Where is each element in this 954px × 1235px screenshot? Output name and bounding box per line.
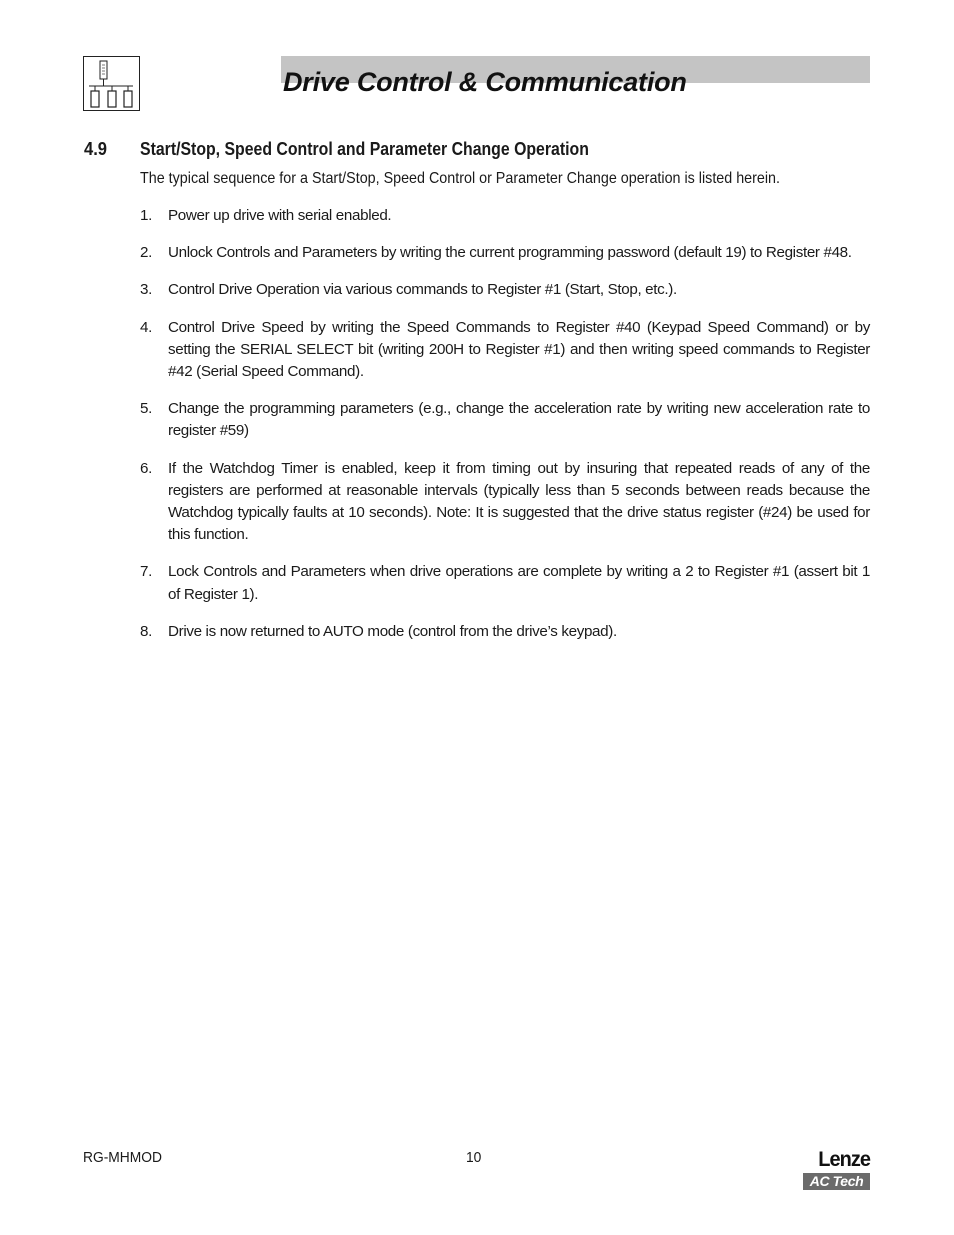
list-item-number: 3.: [140, 281, 152, 299]
list-item: [140, 398, 870, 442]
section-title: Start/Stop, Speed Control and Parameter Change Operation: [140, 139, 589, 159]
list-item-text: Unlock Controls and Parameters by writing the current programming password (default 19) to Register #48.: [168, 244, 852, 262]
section-number: 4.9: [84, 139, 108, 159]
list-item-number: 4.: [140, 318, 152, 336]
list-item-text: Change the programming parameters (e.g., change the acceleration rate by writing new acceleration rate to register #59): [168, 400, 870, 440]
list-item-text: Control Drive Speed by writing the Speed Commands to Register #40 (Keypad Speed Command) or by setting the SERIAL SELECT bit (writing 200H to Register #1) and then writing speed commands to Register #42 (Serial Speed Command).: [168, 318, 870, 381]
list-item-text: Control Drive Operation via various commands to Register #1 (Start, Stop, etc.).: [168, 281, 677, 299]
list-item-number: 6.: [140, 459, 152, 477]
list-item-number: 1.: [140, 207, 152, 224]
list-item: [140, 242, 870, 264]
list-item: [140, 458, 870, 547]
network-drives-icon: [83, 56, 140, 111]
list-item: [140, 205, 870, 227]
steps-list: [140, 205, 870, 658]
list-item-text: Lock Controls and Parameters when drive operations are complete by writing a 2 to Register #1 (assert bit 1 of Register 1).: [168, 563, 870, 603]
document-id: RG-MHMOD: [83, 1149, 162, 1166]
list-item: [140, 279, 870, 301]
intro-paragraph: The typical sequence for a Start/Stop, Speed Control or Parameter Change operation is listed herein.: [140, 170, 780, 187]
list-item-text: If the Watchdog Timer is enabled, keep it from timing out by insuring that repeated reads of any of the registers are performed at reasonable intervals (typically less than 5 seconds between reads because the Watchdog typically faults at 10 seconds). Note: It is suggested that the drive status register (#24) be used for this function.: [168, 459, 870, 544]
list-item-number: 7.: [140, 563, 152, 581]
list-item-text: Power up drive with serial enabled.: [168, 207, 392, 224]
logo-brand-text: Lenze: [818, 1148, 870, 1171]
list-item: [140, 317, 870, 384]
list-item: [140, 621, 870, 643]
page-title: Drive Control & Communication: [283, 67, 687, 97]
list-item-text: Drive is now returned to AUTO mode (control from the drive’s keypad).: [168, 622, 617, 640]
list-item-number: 2.: [140, 244, 152, 262]
list-item-number: 5.: [140, 400, 152, 418]
list-item-number: 8.: [140, 622, 152, 640]
lenze-logo: [803, 1149, 870, 1190]
page-number: 10: [466, 1149, 482, 1166]
logo-tag-text: AC Tech: [803, 1173, 870, 1190]
list-item: [140, 561, 870, 605]
